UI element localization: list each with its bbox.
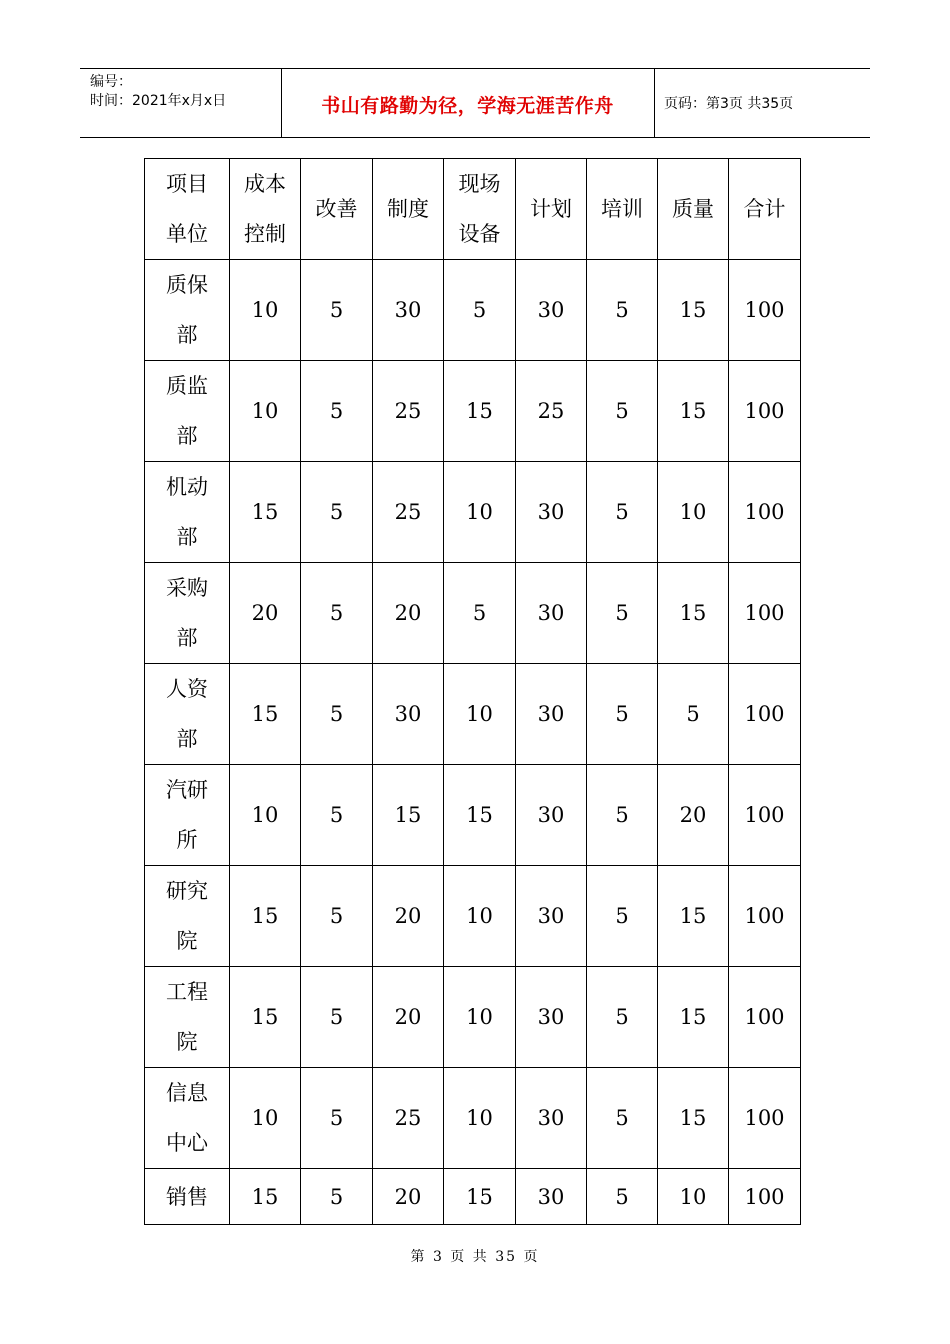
score-cell-total: 100: [729, 967, 801, 1068]
score-cell-cost: 15: [230, 462, 301, 563]
score-cell-plan: 30: [516, 563, 587, 664]
unit-name: 部: [176, 626, 198, 650]
score-cell-total: 100: [729, 462, 801, 563]
score-cell-system: 15: [373, 765, 444, 866]
column-header-text: 控制: [244, 222, 286, 246]
unit-name: 质监: [166, 374, 208, 398]
unit-name: 部: [176, 525, 198, 549]
score-cell-train: 5: [587, 664, 658, 765]
table-row: [145, 1068, 801, 1169]
score-cell-site: 5: [444, 260, 516, 361]
score-cell-quality: 10: [658, 1169, 729, 1225]
score-cell-plan: 30: [516, 765, 587, 866]
score-cell-system: 25: [373, 1068, 444, 1169]
score-cell-site: 10: [444, 462, 516, 563]
unit-name: 部: [176, 424, 198, 448]
unit-name: 汽研: [166, 778, 208, 802]
page-label: 页码：第3页 共35页: [664, 96, 794, 112]
score-cell-quality: 10: [658, 462, 729, 563]
score-cell-cost: 15: [230, 967, 301, 1068]
score-cell-improve: 5: [301, 361, 373, 462]
unit-name: 销售: [166, 1184, 208, 1209]
score-cell-train: 5: [587, 361, 658, 462]
score-cell-system: 20: [373, 866, 444, 967]
table-row: [145, 765, 801, 866]
score-cell-total: 100: [729, 765, 801, 866]
unit-cell: [145, 664, 230, 765]
score-cell-site: 10: [444, 967, 516, 1068]
score-cell-improve: 5: [301, 260, 373, 361]
column-header-text: 成本: [244, 172, 286, 196]
score-cell-site: 15: [444, 1169, 516, 1225]
score-cell-site: 15: [444, 765, 516, 866]
score-cell-total: 100: [729, 563, 801, 664]
unit-name: 研究: [166, 879, 208, 903]
header-motto: 书山有路勤为径，学海无涯苦作舟: [321, 95, 614, 117]
score-cell-cost: 15: [230, 664, 301, 765]
score-cell-train: 5: [587, 1068, 658, 1169]
score-cell-plan: 25: [516, 361, 587, 462]
column-header: [658, 159, 729, 260]
column-header: [444, 159, 516, 260]
score-cell-improve: 5: [301, 1068, 373, 1169]
column-header: [587, 159, 658, 260]
table-header-row: [145, 159, 801, 260]
score-cell-system: 20: [373, 563, 444, 664]
score-cell-quality: 15: [658, 361, 729, 462]
score-cell-site: 5: [444, 563, 516, 664]
unit-cell: [145, 1068, 230, 1169]
score-cell-train: 5: [587, 462, 658, 563]
score-cell-cost: 15: [230, 1169, 301, 1225]
score-cell-quality: 15: [658, 1068, 729, 1169]
table-row: [145, 462, 801, 563]
unit-cell: [145, 967, 230, 1068]
score-cell-system: 30: [373, 260, 444, 361]
score-cell-system: 20: [373, 967, 444, 1068]
score-cell-total: 100: [729, 1169, 801, 1225]
unit-name: 质保: [166, 273, 208, 297]
score-cell-cost: 15: [230, 866, 301, 967]
column-header-text: 计划: [530, 197, 572, 221]
score-cell-plan: 30: [516, 967, 587, 1068]
score-cell-train: 5: [587, 563, 658, 664]
column-header: [145, 159, 230, 260]
column-header-text: 设备: [458, 222, 501, 246]
column-header: [516, 159, 587, 260]
score-cell-improve: 5: [301, 664, 373, 765]
score-cell-improve: 5: [301, 563, 373, 664]
table-row: [145, 866, 801, 967]
score-cell-cost: 20: [230, 563, 301, 664]
unit-cell: [145, 563, 230, 664]
table-row: [145, 361, 801, 462]
score-cell-site: 10: [444, 866, 516, 967]
unit-name: 中心: [166, 1131, 208, 1155]
table-row: [145, 664, 801, 765]
time-label: 时间：2021年x月x日: [90, 93, 227, 109]
score-cell-quality: 15: [658, 260, 729, 361]
unit-cell: [145, 260, 230, 361]
unit-name: 院: [176, 929, 198, 953]
score-cell-total: 100: [729, 260, 801, 361]
score-cell-cost: 10: [230, 765, 301, 866]
unit-name: 部: [176, 727, 198, 751]
score-cell-plan: 30: [516, 664, 587, 765]
score-cell-quality: 15: [658, 967, 729, 1068]
unit-cell: [145, 361, 230, 462]
unit-name: 信息: [166, 1081, 208, 1105]
unit-name: 采购: [166, 576, 208, 600]
column-header: [301, 159, 373, 260]
score-cell-improve: 5: [301, 967, 373, 1068]
unit-name: 院: [176, 1030, 198, 1054]
page-header: [80, 68, 870, 138]
unit-name: 人资: [166, 677, 208, 701]
unit-name: 机动: [166, 475, 208, 499]
score-cell-improve: 5: [301, 1169, 373, 1225]
score-cell-train: 5: [587, 866, 658, 967]
table-row: [145, 967, 801, 1068]
score-cell-cost: 10: [230, 361, 301, 462]
score-cell-improve: 5: [301, 765, 373, 866]
score-cell-site: 15: [444, 361, 516, 462]
score-cell-plan: 30: [516, 260, 587, 361]
score-cell-total: 100: [729, 664, 801, 765]
score-cell-plan: 30: [516, 1169, 587, 1225]
column-header-text: 培训: [601, 197, 643, 221]
unit-cell: [145, 866, 230, 967]
score-table: [144, 158, 801, 1225]
score-cell-system: 25: [373, 361, 444, 462]
unit-name: 所: [176, 828, 198, 852]
score-cell-system: 20: [373, 1169, 444, 1225]
score-cell-system: 25: [373, 462, 444, 563]
table-row: [145, 1169, 801, 1225]
column-header: [729, 159, 801, 260]
column-header-text: 合计: [743, 197, 786, 221]
column-header-text: 现场: [458, 172, 501, 196]
score-cell-improve: 5: [301, 462, 373, 563]
score-cell-site: 10: [444, 1068, 516, 1169]
score-cell-quality: 15: [658, 563, 729, 664]
score-cell-train: 5: [587, 967, 658, 1068]
score-cell-system: 30: [373, 664, 444, 765]
score-cell-quality: 15: [658, 866, 729, 967]
unit-cell: [145, 765, 230, 866]
unit-name: 部: [176, 323, 198, 347]
score-cell-train: 5: [587, 260, 658, 361]
score-cell-plan: 30: [516, 866, 587, 967]
page-footer: 第 3 页 共 35 页: [410, 1249, 540, 1265]
column-header: [230, 159, 301, 260]
column-header-text: 改善: [315, 197, 358, 221]
score-cell-train: 5: [587, 1169, 658, 1225]
score-cell-total: 100: [729, 1068, 801, 1169]
score-cell-quality: 5: [658, 664, 729, 765]
number-label: 编号：: [90, 74, 132, 90]
table-row: [145, 563, 801, 664]
unit-cell: [145, 1169, 230, 1225]
score-cell-total: 100: [729, 866, 801, 967]
table-row: [145, 260, 801, 361]
column-header: [373, 159, 444, 260]
score-cell-total: 100: [729, 361, 801, 462]
header-meta: [90, 73, 226, 111]
column-header-text: 制度: [387, 197, 429, 221]
score-cell-train: 5: [587, 765, 658, 866]
column-header-text: 质量: [672, 197, 714, 221]
score-cell-plan: 30: [516, 462, 587, 563]
score-cell-cost: 10: [230, 1068, 301, 1169]
score-cell-site: 10: [444, 664, 516, 765]
score-cell-plan: 30: [516, 1068, 587, 1169]
header-divider: [654, 69, 655, 137]
unit-cell: [145, 462, 230, 563]
score-cell-improve: 5: [301, 866, 373, 967]
column-header-text: 项目: [166, 172, 208, 196]
score-cell-quality: 20: [658, 765, 729, 866]
score-cell-cost: 10: [230, 260, 301, 361]
unit-name: 工程: [166, 980, 208, 1004]
column-header-text: 单位: [166, 222, 208, 246]
